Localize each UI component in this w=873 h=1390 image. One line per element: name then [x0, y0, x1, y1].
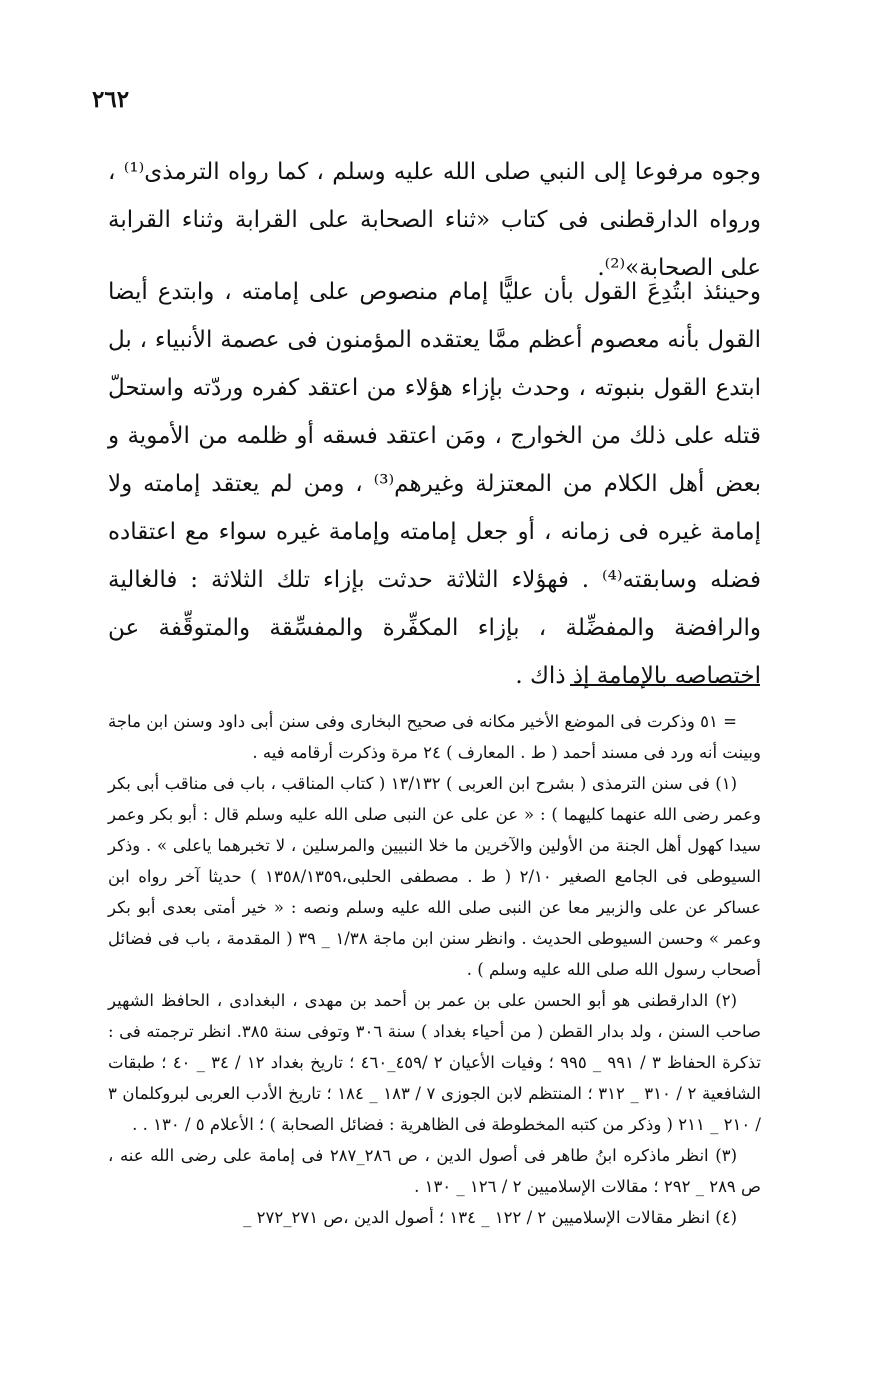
footnotes: [108, 706, 761, 1233]
footnote-1: (١) فى سنن الترمذى ( بشرح ابن العربى ) ١٣/١٣٢ ( كتاب المناقب ، باب فى مناقب أبى بكر وعمر رضى الله عنهما كليهما ) : « عن على عن النبى صلى الله عليه وسلم قال : أبو بكر وعمر سيدا كهول أهل الجنة من الأولين والآخرين ما خلا النبيين والمرسلين ، لا تخبرهما ياعلى » . وذكر السيوطى فى الجامع الصغير ٢/١٠ ( ط . مصطفى الحلبى،١٣٥٨/١٣٥٩ ) حديثا آخر رواه ابن عساكر عن على والزبير معا عن النبى صلى الله عليه وسلم ونصه : « خير أمتى بعدى أبو بكر وعمر » وحسن السيوطى الحديث . وانظر سنن ابن ماجة ١/٣٨ _ ٣٩ ( المقدمة ، باب فى فضائل أصحاب رسول الله صلى الله عليه وسلم ) .: [108, 774, 761, 979]
body-paragraph: وحينئذ ابتُدِعَ القول بأن عليًّا إمام منصوص على إمامته ، وابتدع أيضا القول بأنه معصوم أعظم ممَّا يعتقده المؤمنون فى عصمة الأنبياء ، بل ابتدع القول بنبوته ، وحدث بإزاء هؤلاء من اعتقد كفره وردّته واستحلّ قتله على ذلك من الخوارج ، ومَن اعتقد فسقه أو ظلمه من الأموية و بعض أهل الكلام من المعتزلة وغيرهم⁽³⁾ ، ومن لم يعتقد إمامته ولا إمامة غيره فى زمانه ، أو جعل إمامته وإمامة غيره سواء مع اعتقاده فضله وسابقته⁽⁴⁾ . فهؤلاء الثلاثة حدثت بإزاء تلك الثلاثة : فالغالية والرافضة والمفضِّلة ، بإزاء المكفِّرة والمفسِّقة والمتوقِّفة عن اختصاصه بالإمامة إذ ذاك .: [108, 279, 761, 689]
footnote-3: (٣) انظر ماذكره ابنُ طاهر فى أصول الدين ، ص ٢٨٦_٢٨٧ فى إمامة على رضى الله عنه ، ص ٢٨٩ _ ٢٩٢ ؛ مقالات الإسلاميين ٢ / ١٢٦ _ ١٣٠ .: [108, 1146, 761, 1196]
page-number: ٢٦٢: [92, 86, 130, 113]
footnote-4: (٤) انظر مقالات الإسلاميين ٢ / ١٢٢ _ ١٣٤ ؛ أصول الدين ،ص ٢٧١_٢٧٢ _: [243, 1208, 737, 1227]
body-paragraph: وجوه مرفوعا إلى النبي صلى الله عليه وسلم ، كما رواه الترمذى⁽¹⁾ ، ورواه الدارقطنى فى كتاب «ثناء الصحابة على القرابة وثناء القرابة على الصحابة»⁽²⁾.: [108, 159, 761, 281]
footnote-2: (٢) الدارقطنى هو أبو الحسن على بن عمر بن أحمد بن مهدى ، البغدادى ، الحافظ الشهير صاحب السنن ، ولد بدار القطن ( من أحياء بغداد ) سنة ٣٠٦ وتوفى سنة ٣٨٥. انظر ترجمته فى : تذكرة الحفاظ ٣ / ٩٩١ _ ٩٩٥ ؛ وفيات الأعيان ٢ /٤٥٩_٤٦٠ ؛ تاريخ بغداد ١٢ / ٣٤ _ ٤٠ ؛ طبقات الشافعية ٢ / ٣١٠ _ ٣١٢ ؛ المنتظم لابن الجوزى ٧ / ١٨٣ _ ١٨٤ ؛ تاريخ الأدب العربى لبروكلمان ٣ / ٢١٠ _ ٢١١ ( وذكر من كتبه المخطوطة فى الظاهرية : فضائل الصحابة ) ؛ الأعلام ٥ / ١٣٠ . .: [108, 991, 762, 1134]
footnote-separator: [570, 684, 760, 686]
footnote-continuation: = ٥١ وذكرت فى الموضع الأخير مكانه فى صحيح البخارى وفى سنن أبى داود وسنن ابن ماجة وبينت أنه ورد فى مسند أحمد ( ط . المعارف ) ٢٤ مرة وذكرت أرقامه فيه .: [108, 712, 761, 762]
